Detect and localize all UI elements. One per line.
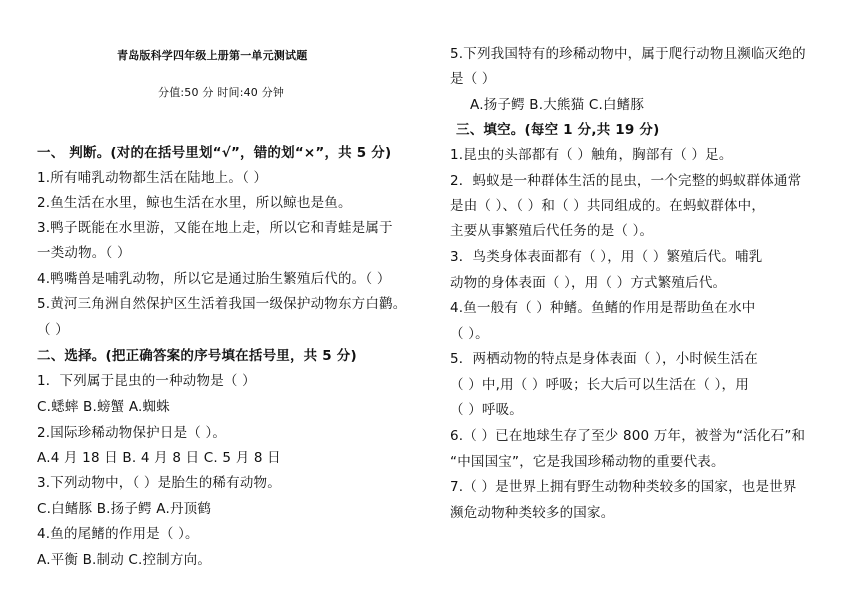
fill-line: 1.昆虫的头部都有（ ）触角，胸部有（ ）足。 bbox=[450, 147, 733, 163]
choice-line: 5.下列我国特有的珍稀动物中，属于爬行动物且濒临灭绝的 bbox=[450, 46, 806, 62]
section-judge-heading: 一、 判断。(对的在括号里划“√”，错的划“×”，共 5 分) bbox=[37, 145, 392, 161]
judge-line: 1.所有哺乳动物都生活在陆地上。（ ） bbox=[37, 170, 268, 186]
judge-line: （ ） bbox=[37, 322, 69, 338]
fill-line: 动物的身体表面（ ），用（ ）方式繁殖后代。 bbox=[450, 275, 727, 291]
choice-line: A.4 月 18 日 B. 4 月 8 日 C. 5 月 8 日 bbox=[37, 450, 281, 466]
exam-title: 青岛版科学四年级上册第一单元测试题 bbox=[117, 49, 308, 62]
fill-line: 7.（ ）是世界上拥有野生动物种类较多的国家，也是世界 bbox=[450, 479, 797, 495]
judge-line: 4.鸭嘴兽是哺乳动物，所以它是通过胎生繁殖后代的。（ ） bbox=[37, 271, 391, 287]
judge-line: 5.黄河三角洲自然保护区生活着我国一级保护动物东方白鹳。 bbox=[37, 296, 407, 312]
judge-line: 2.鱼生活在水里，鲸也生活在水里，所以鲸也是鱼。 bbox=[37, 195, 352, 211]
choice-line: 3.下列动物中，（ ）是胎生的稀有动物。 bbox=[37, 475, 281, 491]
fill-line: 3．鸟类身体表面都有（ ），用（ ）繁殖后代。哺乳 bbox=[450, 249, 763, 265]
fill-line: 5．两栖动物的特点是身体表面（ ），小时候生活在 bbox=[450, 351, 758, 367]
fill-line: 是由（ ）、（ ）和（ ）共同组成的。在蚂蚁群体中， bbox=[450, 198, 766, 214]
fill-line: 2．蚂蚁是一种群体生活的昆虫，一个完整的蚂蚁群体通常 bbox=[450, 173, 802, 189]
fill-line: “中国国宝”，它是我国珍稀动物的重要代表。 bbox=[450, 454, 725, 470]
section-choice-heading: 二、选择。(把正确答案的序号填在括号里，共 5 分) bbox=[37, 348, 357, 364]
choice-line: C.白鳍豚 B.扬子鳄 A.丹顶鹤 bbox=[37, 501, 212, 517]
choice-line: C.蟋蟀 B.螃蟹 A.蜘蛛 bbox=[37, 399, 170, 415]
fill-line: （ ）。 bbox=[450, 326, 489, 342]
judge-line: 一类动物。（ ） bbox=[37, 245, 131, 261]
choice-line: A.平衡 B.制动 C.控制方向。 bbox=[37, 552, 212, 568]
fill-line: （ ）呼吸。 bbox=[450, 402, 523, 418]
choice-line: 2.国际珍稀动物保护日是（ ）。 bbox=[37, 425, 227, 441]
choice-line: 4.鱼的尾鳍的作用是（ ）。 bbox=[37, 526, 199, 542]
choice-line: 是（ ） bbox=[450, 71, 496, 87]
fill-line: （ ）中,用（ ）呼吸；长大后可以生活在（ ），用 bbox=[450, 377, 749, 393]
choice-line: A.扬子鳄 B.大熊猫 C.白鳍豚 bbox=[470, 97, 645, 113]
section-fill-heading: 三、填空。(每空 1 分,共 19 分) bbox=[456, 122, 660, 138]
fill-line: 主要从事繁殖后代任务的是（ ）。 bbox=[450, 223, 654, 239]
exam-meta: 分值:50 分 时间:40 分钟 bbox=[158, 86, 285, 99]
fill-line: 6.（ ）已在地球生存了至少 800 万年，被誉为“活化石”和 bbox=[450, 428, 806, 444]
fill-line: 4.鱼一般有（ ）种鳍。鱼鳍的作用是帮助鱼在水中 bbox=[450, 300, 756, 316]
fill-line: 濒危动物种类较多的国家。 bbox=[450, 505, 615, 521]
judge-line: 3.鸭子既能在水里游，又能在地上走，所以它和青蛙是属于 bbox=[37, 220, 393, 236]
choice-line: 1．下列属于昆虫的一种动物是（ ） bbox=[37, 373, 256, 389]
